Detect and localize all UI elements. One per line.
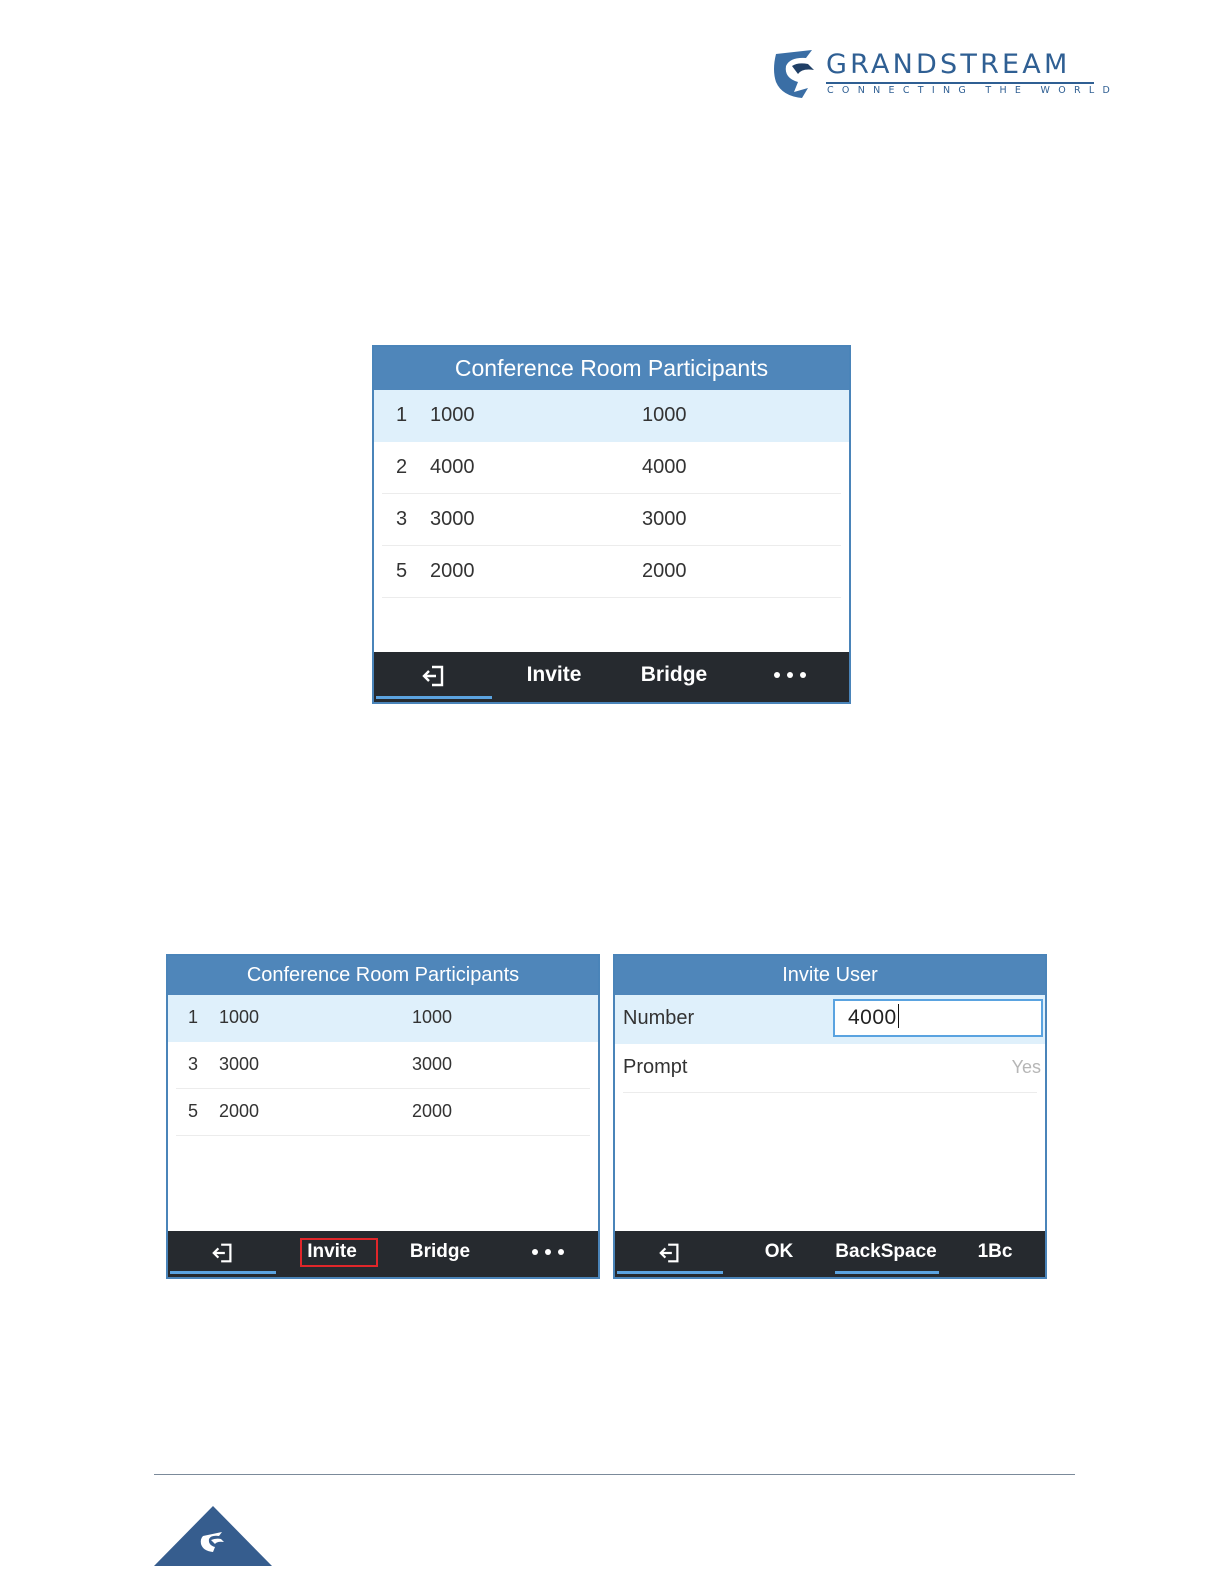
more-icon[interactable] (532, 1231, 564, 1273)
participant-row[interactable] (374, 546, 849, 598)
number-row[interactable] (615, 995, 1045, 1044)
invite-highlight-box (300, 1238, 378, 1267)
row-divider (176, 1135, 590, 1136)
input-mode-softkey[interactable]: 1Bc (977, 1241, 1013, 1262)
focus-underline (170, 1271, 276, 1274)
focus-underline (617, 1271, 723, 1274)
number-input[interactable] (833, 999, 1043, 1037)
row-divider (623, 1092, 1037, 1093)
conference-participants-screen (372, 345, 851, 704)
participant-index: 1 (396, 404, 408, 426)
more-icon[interactable] (774, 652, 806, 698)
participant-index: 3 (188, 1054, 199, 1074)
softkey-bar (168, 1231, 598, 1277)
prompt-row[interactable] (615, 1044, 1045, 1093)
participant-name: 3000 (219, 1054, 260, 1074)
grandstream-logo (772, 48, 1119, 100)
participant-row[interactable] (374, 494, 849, 546)
participant-name: 4000 (430, 456, 475, 478)
invite-softkey[interactable]: Invite (307, 1241, 357, 1262)
exit-icon (658, 1241, 682, 1265)
prompt-value: Yes (1011, 1057, 1041, 1077)
participant-index: 5 (188, 1101, 199, 1121)
text-caret (898, 1004, 899, 1028)
screen-title: Invite User (615, 956, 1045, 995)
grandstream-logo-icon (772, 48, 818, 98)
participant-number: 4000 (642, 456, 687, 478)
exit-icon (421, 663, 447, 689)
participant-number: 2000 (412, 1101, 453, 1121)
row-divider (382, 597, 841, 598)
brand-rule (826, 82, 1094, 84)
brand-tagline: CONNECTING THE WORLD (827, 85, 1119, 96)
screen-title: Conference Room Participants (168, 956, 598, 995)
participant-index: 1 (188, 1007, 199, 1027)
participant-number: 1000 (412, 1007, 453, 1027)
exit-icon (211, 1241, 235, 1265)
softkey-bar (615, 1231, 1045, 1277)
backspace-underline (835, 1271, 939, 1274)
participant-name: 2000 (219, 1101, 260, 1121)
bridge-softkey[interactable]: Bridge (409, 1241, 471, 1262)
participant-row[interactable] (374, 390, 849, 442)
invite-user-screen (613, 954, 1047, 1279)
participant-name: 1000 (430, 404, 475, 426)
footer-logo-icon (154, 1506, 272, 1566)
bridge-softkey[interactable]: Bridge (640, 663, 708, 686)
participant-row[interactable] (374, 442, 849, 494)
prompt-label: Prompt (623, 1056, 688, 1078)
participant-number: 1000 (642, 404, 687, 426)
participant-number: 3000 (412, 1054, 453, 1074)
participant-row[interactable] (168, 1042, 598, 1089)
backspace-softkey[interactable]: BackSpace (835, 1241, 937, 1262)
participant-row[interactable] (168, 995, 598, 1042)
participant-number: 2000 (642, 560, 687, 582)
participant-row[interactable] (168, 1089, 598, 1136)
number-input-value: 4000 (848, 1006, 897, 1029)
screen-title: Conference Room Participants (374, 347, 849, 390)
participant-index: 2 (396, 456, 408, 478)
footer-divider (154, 1474, 1075, 1475)
softkey-bar (374, 652, 849, 702)
participant-index: 3 (396, 508, 408, 530)
participant-number: 3000 (642, 508, 687, 530)
conference-participants-screen-invite (166, 954, 600, 1279)
participant-name: 2000 (430, 560, 475, 582)
participant-index: 5 (396, 560, 408, 582)
participant-name: 1000 (219, 1007, 260, 1027)
number-label: Number (623, 1007, 695, 1029)
brand-name: GRANDSTREAM (826, 49, 1071, 80)
invite-softkey[interactable]: Invite (526, 663, 582, 686)
participant-name: 3000 (430, 508, 475, 530)
focus-underline (376, 696, 492, 699)
ok-softkey[interactable]: OK (764, 1241, 794, 1262)
